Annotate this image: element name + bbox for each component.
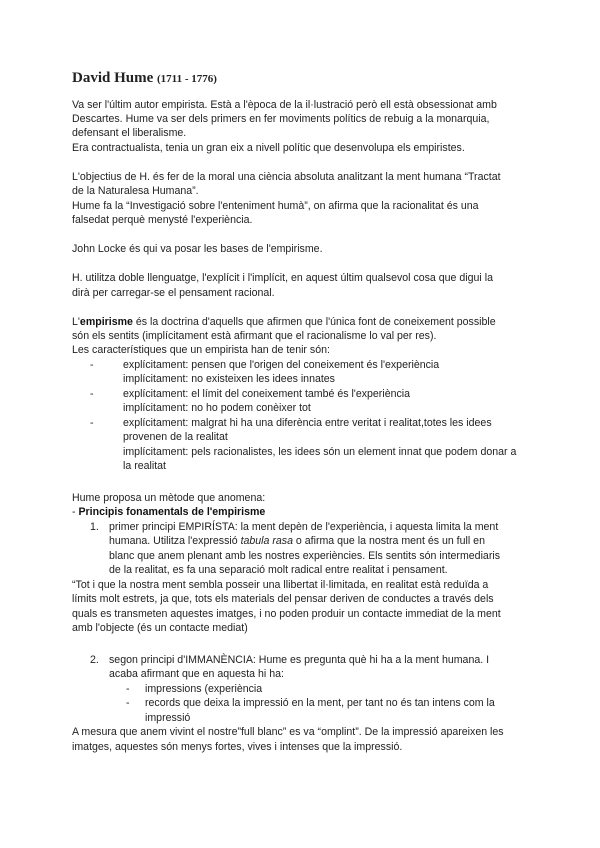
paragraph-line: A mesura que anem vivint el nostre”full blanc” es va “omplint”. De la impressió apareixen les	[72, 726, 504, 738]
paragraph-line: Les característiques que un empirista han de tenir són:	[72, 344, 330, 356]
empirisme-term: empirisme	[79, 316, 133, 328]
list-item: implícitament: no existeixen les idees innates	[123, 373, 335, 385]
principis-title: Principis fonamentals de l'empirisme	[78, 506, 266, 518]
paragraph-line: Va ser l'últim autor empirista. Està a l'època de la il·lustració però ell està obsessionat amb	[72, 99, 497, 111]
paragraph-line: dirà per carregar-se el pensament racional.	[72, 287, 275, 299]
item1-text-a: humana. Utilitza l'expressió	[109, 535, 241, 547]
paragraph-line: són els sentits (implícitament està afirmant que el racionalisme lo val per res).	[72, 330, 437, 342]
paragraph-line: imatges, aquestes són menys fortes, vives i intenses que la impressió.	[72, 741, 403, 753]
quote-line: “Tot i que la nostra ment sembla posseir una llibertat il·limitada, en realitat està reduïda a	[72, 579, 489, 591]
list-item: explícitament: pensen que l'origen del coneixement és l'experiència	[123, 359, 440, 371]
numbered-item-line: de la realitat, es fa una separació molt radical entre realitat i pensament.	[109, 564, 448, 576]
tabula-rasa-term: tabula rasa	[240, 535, 293, 547]
paragraph-line: falsedat perquè menysté l'experiència.	[72, 214, 253, 226]
principis-prefix: -	[72, 506, 79, 518]
list-dash: -	[126, 697, 130, 709]
quote-line: límits molt estrets, ja que, tots els materials del pensar deriven de conductes a través dels	[72, 593, 494, 605]
paragraph-line: Hume fa la “Investigació sobre l'enteniment humà”, on afirma que la racionalitat és una	[72, 200, 479, 212]
p5-rest: és la doctrina d'aquells que afirmen que l'única font de coneixement possible	[132, 316, 496, 328]
list-item: implícitament: pels racionalistes, les idees són un element innat que podem donar a	[123, 446, 517, 458]
quote-line: quals es transmeten aquestes imatges, i no poden produir un contacte immediat de la ment	[72, 608, 501, 620]
sub-list-item: impressions (experiència	[145, 683, 263, 695]
paragraph-line: Era contractualista, tenia un gran eix a nivell polític que desenvolupa els empiristes.	[72, 142, 465, 154]
paragraph-line: Hume proposa un mètode que anomena:	[72, 492, 266, 504]
numbered-item-line: acaba afirmant que en aquesta hi ha:	[109, 668, 284, 680]
paragraph-line: L'objectius de H. és fer de la moral una ciència absoluta analitzant la ment humana “Tractat	[72, 171, 501, 183]
paragraph-line: H. utilitza doble llenguatge, l'explícit i l'implícit, en aquest últim qualsevol cosa que digui la	[72, 272, 493, 284]
list-number: 1.	[90, 521, 99, 533]
paragraph-line	[72, 315, 496, 329]
list-number: 2.	[90, 654, 99, 666]
list-item: la realitat	[123, 460, 166, 472]
paragraph-line: de la Naturalesa Humana”.	[72, 185, 199, 197]
paragraph-line: defensant el liberalisme.	[72, 127, 187, 139]
sub-list-item: records que deixa la impressió en la ment, per tant no és tan intens com la	[145, 697, 495, 709]
item1-text-b: o afirma que la nostra ment és un full en	[292, 535, 485, 547]
numbered-item-line: blanc que anem plenant amb les nostres experiències. Els sentits són intermediaris	[109, 550, 500, 562]
title-years: (1711 - 1776)	[157, 73, 217, 85]
title-name: David Hume	[72, 70, 154, 86]
list-dash: -	[90, 359, 94, 371]
list-item: explícitament: malgrat hi ha una diferència entre veritat i realitat,totes les idees	[123, 417, 492, 429]
list-dash: -	[126, 683, 130, 695]
principis-heading	[72, 505, 265, 519]
list-item: explícitament: el límit del coneixement també és l'experiència	[123, 388, 411, 400]
paragraph-line: John Locke és qui va posar les bases de l'empirisme.	[72, 243, 323, 255]
list-item: provenen de la realitat	[123, 431, 228, 443]
p5-prefix: L'	[72, 316, 80, 328]
numbered-item-line	[109, 534, 485, 548]
paragraph-line: Descartes. Hume va ser dels primers en fer moviments polítics de rebuig a la monarquia,	[72, 113, 490, 125]
page-title	[72, 71, 217, 86]
list-dash: -	[90, 388, 94, 400]
list-dash: -	[90, 417, 94, 429]
numbered-item-line: segon principi d'IMMANÈNCIA: Hume es pregunta què hi ha a la ment humana. I	[109, 654, 490, 666]
quote-line: amb l'objecte (és un contacte mediat)	[72, 622, 248, 634]
numbered-item-line: primer principi EMPIRÍSTA: la ment depèn de l'experiència, i aquesta limita la ment	[109, 521, 499, 533]
sub-list-item: impressió	[145, 712, 191, 724]
list-item: implícitament: no ho podem conèixer tot	[123, 402, 311, 414]
